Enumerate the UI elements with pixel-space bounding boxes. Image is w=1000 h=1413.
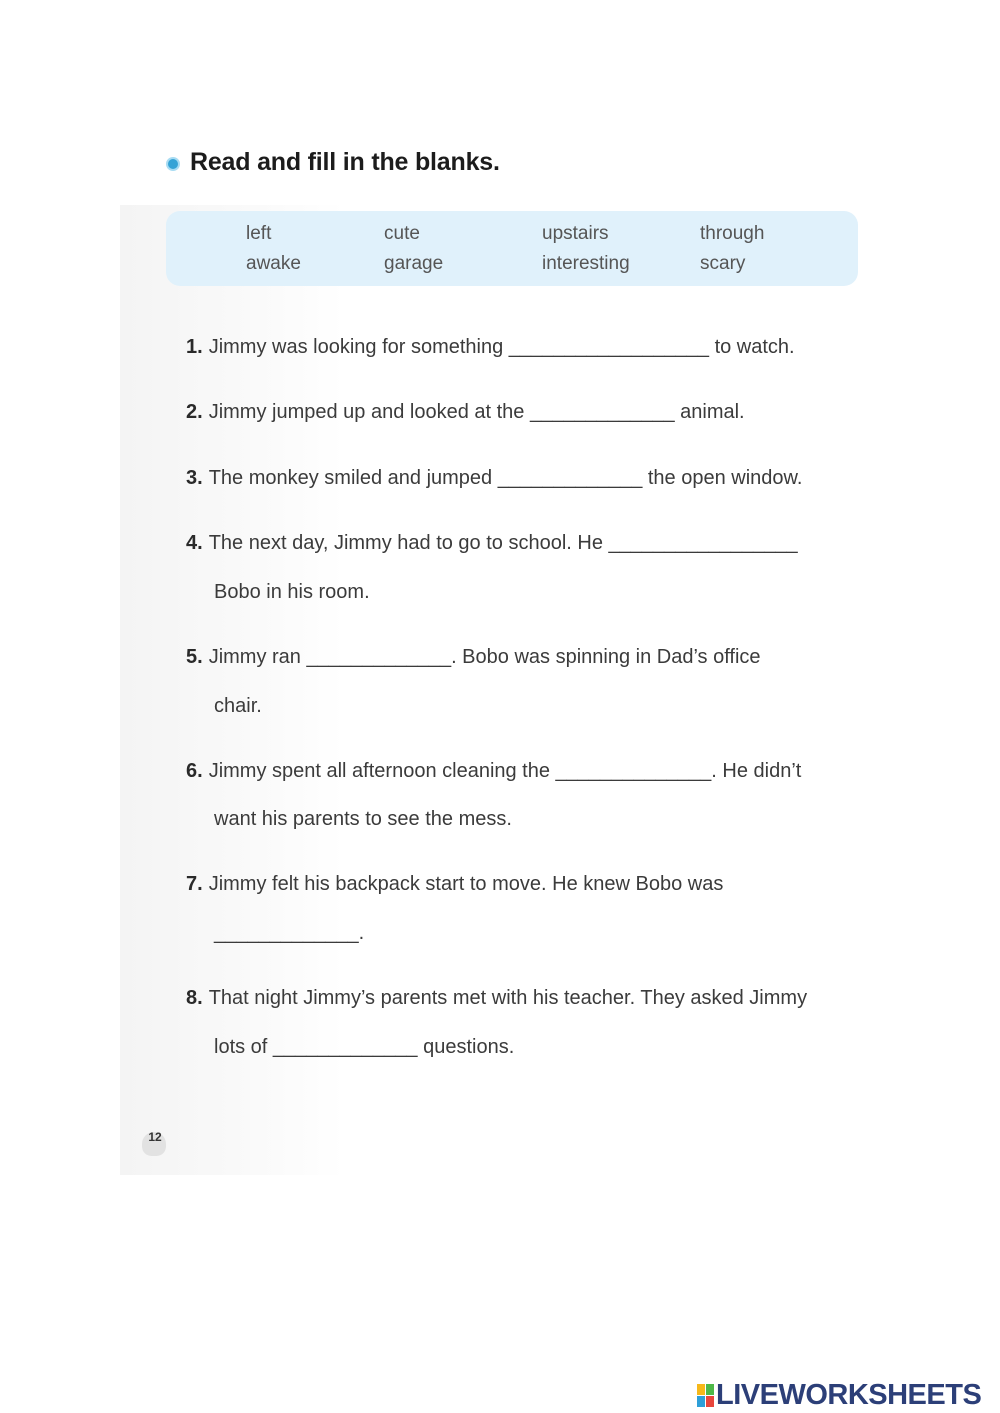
logo-square: [697, 1396, 705, 1407]
question-4: [186, 532, 798, 555]
word-bank-word: scary: [700, 253, 746, 274]
question-7-continuation[interactable]: _____________.: [214, 922, 365, 944]
question-4-continuation: Bobo in his room.: [214, 581, 370, 603]
question-8-continuation[interactable]: lots of _____________ questions.: [214, 1036, 515, 1058]
word-bank-word: through: [700, 223, 765, 244]
page-number-text: 12: [148, 1130, 162, 1144]
question-5: [186, 646, 761, 669]
question-text[interactable]: The next day, Jimmy had to go to school. He _________________: [208, 532, 798, 554]
word-bank-word: cute: [384, 223, 420, 244]
question-text[interactable]: Jimmy was looking for something __________________ to watch.: [208, 336, 795, 358]
question-8: [186, 987, 807, 1010]
question-3: [186, 467, 802, 490]
question-number: 2.: [186, 401, 203, 423]
question-text[interactable]: The monkey smiled and jumped _____________ the open window.: [208, 467, 803, 489]
question-text[interactable]: Jimmy spent all afternoon cleaning the ______________. He didn’t: [208, 760, 802, 782]
question-text: That night Jimmy’s parents met with his teacher. They asked Jimmy: [208, 987, 808, 1009]
question-1: [186, 336, 795, 359]
bullet-icon: [166, 157, 180, 171]
question-number: 5.: [186, 646, 203, 668]
exercise-title: Read and fill in the blanks.: [190, 148, 500, 176]
word-bank-word: garage: [384, 253, 444, 274]
exercise-heading: [166, 148, 500, 177]
question-text[interactable]: Jimmy jumped up and looked at the _____________ animal.: [208, 401, 745, 423]
word-bank-word: awake: [246, 253, 301, 274]
word-bank-word: interesting: [542, 253, 630, 274]
logo-square: [697, 1384, 705, 1395]
question-6: [186, 760, 801, 783]
word-bank-word: upstairs: [542, 223, 609, 244]
question-number: 1.: [186, 336, 203, 358]
logo-text: LIVEWORKSHEETS: [716, 1379, 982, 1411]
logo-square: [706, 1384, 714, 1395]
word-bank: [166, 211, 858, 286]
question-text[interactable]: Jimmy ran _____________. Bobo was spinning in Dad’s office: [208, 646, 761, 668]
page-number: [140, 1128, 170, 1146]
logo-icon: [697, 1384, 714, 1407]
logo-square: [706, 1396, 714, 1407]
question-number: 6.: [186, 760, 203, 782]
question-text: Jimmy felt his backpack start to move. He knew Bobo was: [208, 873, 724, 895]
question-5-continuation: chair.: [214, 695, 262, 717]
question-6-continuation: want his parents to see the mess.: [214, 808, 512, 830]
question-number: 4.: [186, 532, 203, 554]
liveworksheets-logo: [697, 1379, 981, 1412]
word-bank-word: left: [246, 223, 272, 244]
question-number: 3.: [186, 467, 203, 489]
question-number: 8.: [186, 987, 203, 1009]
question-number: 7.: [186, 873, 203, 895]
question-7: [186, 873, 723, 896]
question-2: [186, 401, 745, 424]
